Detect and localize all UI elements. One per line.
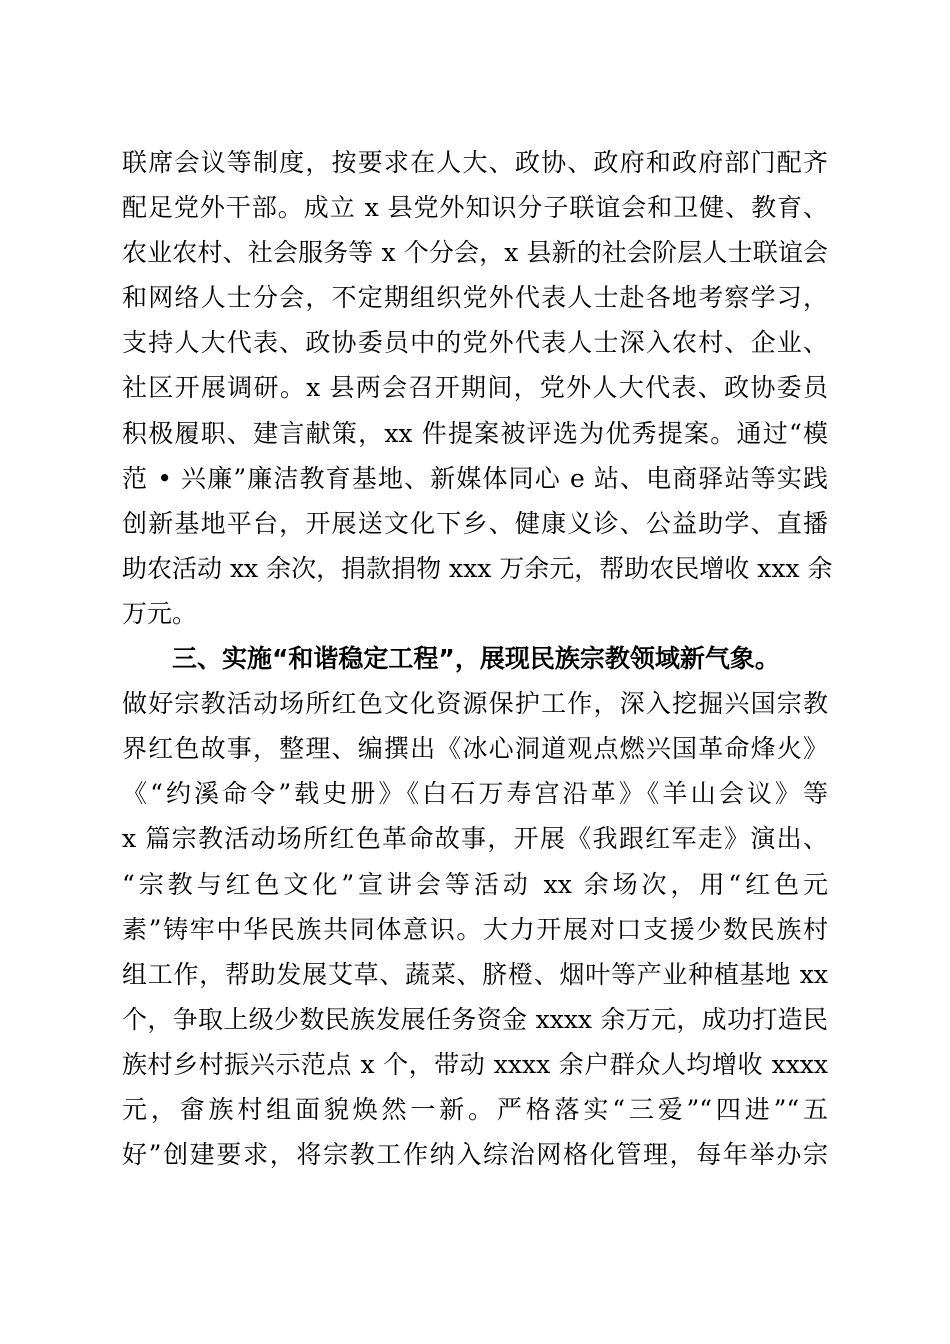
text-line: 助农活动 xx 余次，捐款捐物 xxx 万余元，帮助农民增收 xxx 余 xyxy=(122,553,833,583)
text-line: 元，畲族村组面貌焕然一新。严格落实“三爱”“四进”“五 xyxy=(122,1094,828,1124)
text-line: 和网络人士分会，不定期组织党外代表人士赴各地考察学习， xyxy=(122,283,828,313)
paragraph-2 xyxy=(122,681,828,1177)
text-line: 配足党外干部。成立 x 县党外知识分子联谊会和卫健、教育、 xyxy=(122,193,828,223)
text-line: 界红色故事，整理、编撰出《冰心洞道观点燃兴国革命烽火》 xyxy=(122,734,828,764)
text-line: 创新基地平台，开展送文化下乡、健康义诊、公益助学、直播 xyxy=(122,508,828,538)
text-line: 万元。 xyxy=(122,598,198,628)
text-line: 组工作，帮助发展艾草、蔬菜、脐橙、烟叶等产业种植基地 xx xyxy=(122,959,828,989)
text-line: 范 • 兴廉”廉洁教育基地、新媒体同心 e 站、电商驿站等实践 xyxy=(122,463,828,493)
text-line: 做好宗教活动场所红色文化资源保护工作，深入挖掘兴国宗教 xyxy=(122,689,828,719)
text-line: 社区开展调研。x 县两会召开期间，党外人大代表、政协委员 xyxy=(122,373,828,403)
section-heading: 三、实施“和谐稳定工程”，展现民族宗教领域新气象。 xyxy=(172,644,780,674)
text-line: 农业农村、社会服务等 x 个分会，x 县新的社会阶层人士联谊会 xyxy=(122,238,828,268)
text-line: 支持人大代表、政协委员中的党外代表人士深入农村、企业、 xyxy=(122,328,828,358)
body-text xyxy=(122,140,833,1177)
text-line: 个，争取上级少数民族发展任务资金 xxxx 余万元，成功打造民 xyxy=(122,1004,828,1034)
text-line: x 篇宗教活动场所红色革命故事，开展《我跟红军走》演出、 xyxy=(122,824,828,854)
text-line: 好”创建要求，将宗教工作纳入综治网格化管理，每年举办宗 xyxy=(122,1140,828,1170)
text-line: “宗教与红色文化”宣讲会等活动 xx 余场次，用“红色元 xyxy=(122,869,828,899)
text-line: 素”铸牢中华民族共同体意识。大力开展对口支援少数民族村 xyxy=(122,914,828,944)
text-line: 联席会议等制度，按要求在人大、政协、政府和政府部门配齐 xyxy=(122,148,828,177)
text-line: 族村乡村振兴示范点 x 个，带动 xxxx 余户群众人均增收 xxxx xyxy=(122,1049,828,1079)
paragraph-1 xyxy=(122,140,833,636)
text-line: 《“约溪命令”载史册》《白石万寿宫沿革》《羊山会议》等 xyxy=(122,779,828,809)
text-line: 积极履职、建言献策，xx 件提案被评选为优秀提案。通过“模 xyxy=(122,418,828,448)
